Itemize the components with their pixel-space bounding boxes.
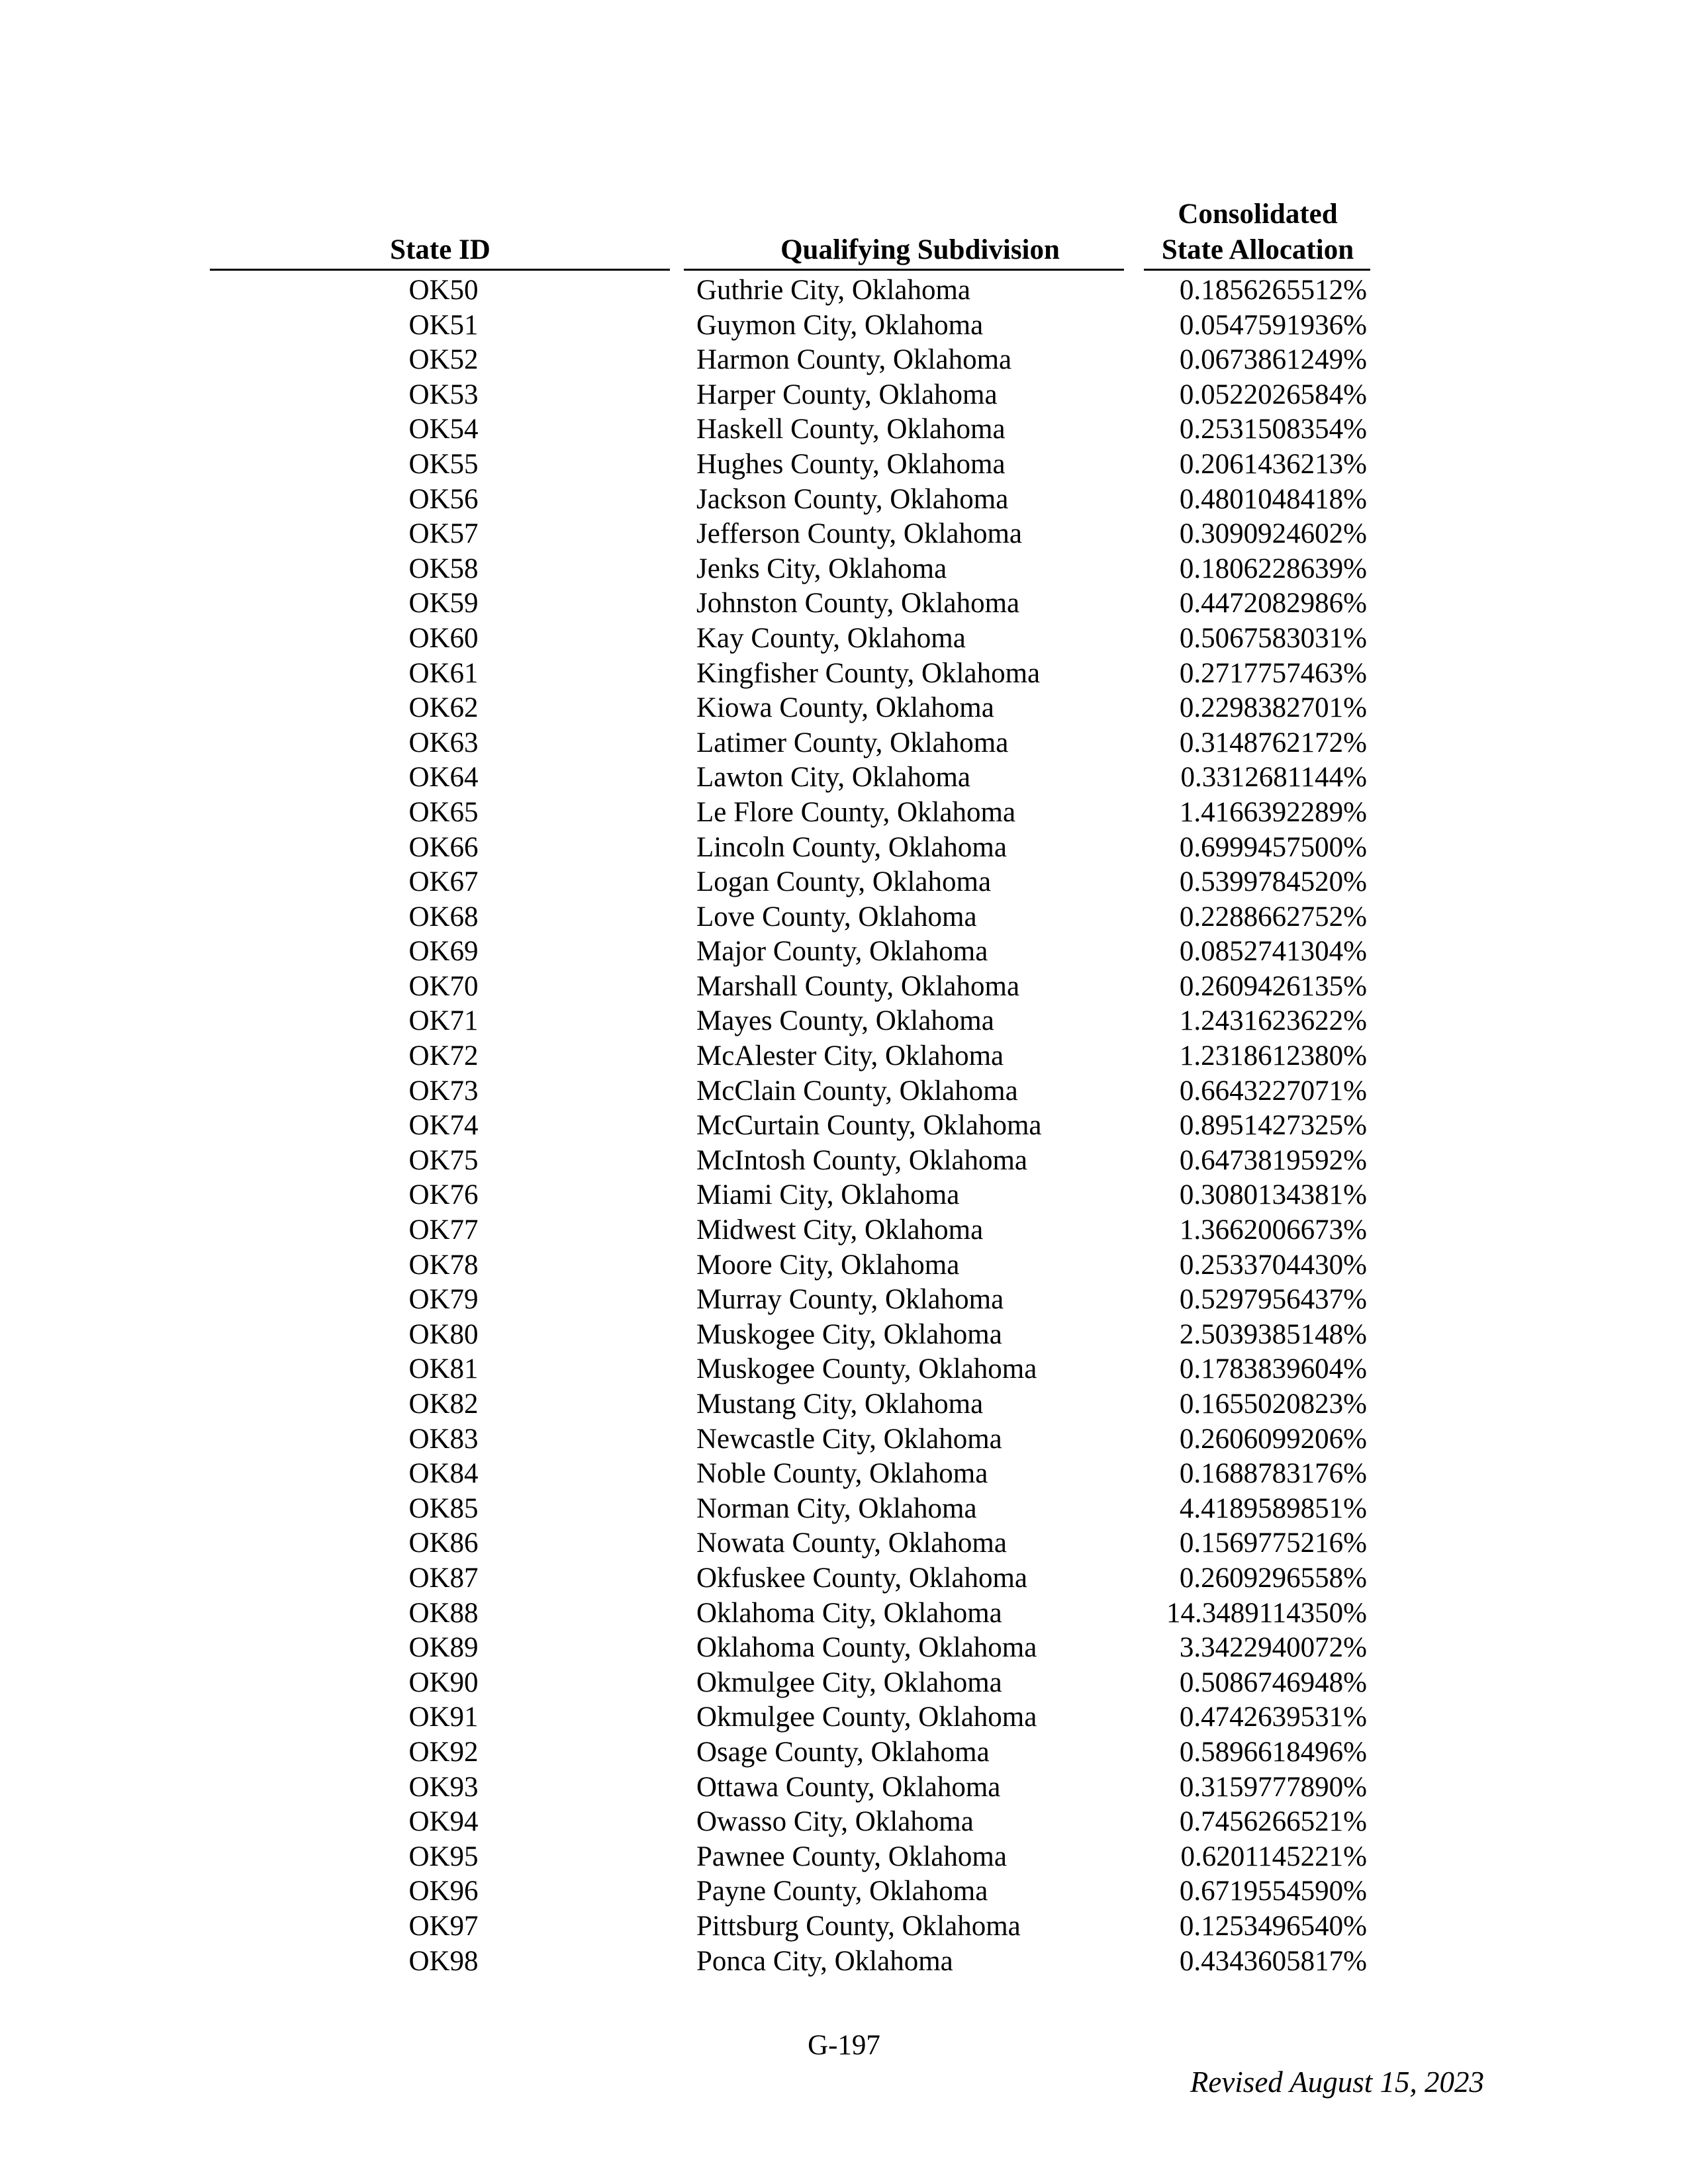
state-id-cell: OK76 <box>408 1179 479 1211</box>
state-id-cell: OK83 <box>408 1423 479 1455</box>
subdivision-cell: Mustang City, Oklahoma <box>696 1388 984 1420</box>
subdivision-cell: McAlester City, Oklahoma <box>696 1040 1004 1072</box>
allocation-cell: 2.5039385148% <box>1179 1318 1367 1350</box>
state-id-cell: OK73 <box>408 1075 479 1107</box>
allocation-cell: 0.4472082986% <box>1179 588 1367 619</box>
allocation-cell: 0.0547591936% <box>1179 309 1367 341</box>
table-row <box>0 657 1688 692</box>
state-id-cell: OK60 <box>408 622 479 654</box>
table-row <box>0 1178 1688 1213</box>
state-id-cell: OK53 <box>408 379 479 410</box>
table-row <box>0 1666 1688 1701</box>
allocation-cell: 0.3148762172% <box>1179 727 1367 758</box>
state-id-cell: OK62 <box>408 692 479 724</box>
subdivision-cell: Payne County, Oklahoma <box>696 1876 988 1907</box>
table-row <box>0 552 1688 587</box>
table-row <box>0 1561 1688 1596</box>
subdivision-cell: Latimer County, Oklahoma <box>696 727 1009 758</box>
subdivision-cell: McIntosh County, Oklahoma <box>696 1144 1028 1176</box>
table-row <box>0 343 1688 378</box>
table-row <box>0 1874 1688 1909</box>
subdivision-cell: Guymon City, Oklahoma <box>696 309 984 341</box>
subdivision-cell: Mayes County, Oklahoma <box>696 1005 994 1037</box>
allocation-cell: 0.2288662752% <box>1179 901 1367 933</box>
state-id-cell: OK80 <box>408 1318 479 1350</box>
allocation-cell: 0.7456266521% <box>1179 1806 1367 1838</box>
table-row <box>0 1318 1688 1353</box>
allocation-cell: 0.5896618496% <box>1179 1736 1367 1768</box>
state-id-cell: OK85 <box>408 1492 479 1524</box>
allocation-cell: 0.0522026584% <box>1179 379 1367 410</box>
state-id-cell: OK68 <box>408 901 479 933</box>
allocation-cell: 0.2061436213% <box>1179 448 1367 480</box>
subdivision-cell: Kiowa County, Oklahoma <box>696 692 994 724</box>
state-id-cell: OK51 <box>408 309 479 341</box>
subdivision-cell: Oklahoma City, Oklahoma <box>696 1597 1002 1629</box>
table-row <box>0 865 1688 900</box>
header-rule-allocation <box>1144 269 1370 271</box>
allocation-cell: 0.8951427325% <box>1179 1110 1367 1142</box>
state-id-cell: OK75 <box>408 1144 479 1176</box>
state-id-cell: OK77 <box>408 1214 479 1246</box>
subdivision-cell: Okfuskee County, Oklahoma <box>696 1562 1027 1594</box>
state-id-cell: OK69 <box>408 936 479 968</box>
allocation-cell: 0.3090924602% <box>1179 518 1367 550</box>
allocation-cell: 0.2609296558% <box>1179 1562 1367 1594</box>
state-id-cell: OK94 <box>408 1806 479 1838</box>
allocation-cell: 0.4801048418% <box>1179 483 1367 515</box>
table-row <box>0 1422 1688 1457</box>
table-row <box>0 1039 1688 1074</box>
table-row <box>0 691 1688 726</box>
table-row <box>0 1213 1688 1248</box>
state-id-cell: OK95 <box>408 1841 479 1872</box>
subdivision-cell: Lincoln County, Oklahoma <box>696 831 1007 863</box>
state-id-cell: OK52 <box>408 344 479 376</box>
page-number: G-197 <box>808 2030 880 2061</box>
table-row <box>0 726 1688 761</box>
table-row <box>0 760 1688 796</box>
table-row <box>0 586 1688 621</box>
table-row <box>0 1631 1688 1666</box>
table-row <box>0 970 1688 1005</box>
state-id-cell: OK54 <box>408 414 479 445</box>
subdivision-cell: Hughes County, Oklahoma <box>696 448 1006 480</box>
table-row <box>0 934 1688 970</box>
table-row <box>0 447 1688 482</box>
table-row <box>0 517 1688 552</box>
table-row <box>0 1700 1688 1735</box>
allocation-cell: 1.2431623622% <box>1179 1005 1367 1037</box>
table-row <box>0 1387 1688 1422</box>
table-row <box>0 378 1688 413</box>
allocation-cell: 0.1253496540% <box>1179 1910 1367 1942</box>
state-id-cell: OK74 <box>408 1110 479 1142</box>
subdivision-cell: Muskogee County, Oklahoma <box>696 1353 1037 1385</box>
state-id-cell: OK58 <box>408 553 479 584</box>
state-id-cell: OK89 <box>408 1632 479 1664</box>
table-row <box>0 1770 1688 1805</box>
state-id-cell: OK87 <box>408 1562 479 1594</box>
table-row <box>0 900 1688 935</box>
header-qualifying-subdivision: Qualifying Subdivision <box>780 234 1060 265</box>
subdivision-cell: Miami City, Oklahoma <box>696 1179 960 1211</box>
subdivision-cell: Oklahoma County, Oklahoma <box>696 1632 1037 1664</box>
allocation-cell: 1.2318612380% <box>1179 1040 1367 1072</box>
subdivision-cell: Ottawa County, Oklahoma <box>696 1771 1001 1803</box>
table-row <box>0 1840 1688 1875</box>
subdivision-cell: Okmulgee County, Oklahoma <box>696 1702 1037 1733</box>
subdivision-cell: Jefferson County, Oklahoma <box>696 518 1023 550</box>
table-row <box>0 1735 1688 1770</box>
subdivision-cell: Major County, Oklahoma <box>696 936 988 968</box>
subdivision-cell: Moore City, Oklahoma <box>696 1249 960 1281</box>
allocation-cell: 0.0673861249% <box>1179 344 1367 376</box>
table-row <box>0 1492 1688 1527</box>
allocation-cell: 0.1569775216% <box>1179 1527 1367 1559</box>
state-id-cell: OK64 <box>408 762 479 794</box>
subdivision-cell: Muskogee City, Oklahoma <box>696 1318 1002 1350</box>
allocation-cell: 0.2531508354% <box>1179 414 1367 445</box>
state-id-cell: OK67 <box>408 866 479 898</box>
table-row <box>0 1457 1688 1492</box>
state-id-cell: OK79 <box>408 1284 479 1316</box>
allocation-cell: 0.2298382701% <box>1179 692 1367 724</box>
subdivision-cell: Logan County, Oklahoma <box>696 866 992 898</box>
state-id-cell: OK98 <box>408 1945 479 1977</box>
allocation-cell: 0.3312681144% <box>1180 762 1367 794</box>
subdivision-cell: Haskell County, Oklahoma <box>696 414 1006 445</box>
subdivision-cell: Kay County, Oklahoma <box>696 622 966 654</box>
state-id-cell: OK66 <box>408 831 479 863</box>
table-row <box>0 1805 1688 1840</box>
state-id-cell: OK88 <box>408 1597 479 1629</box>
allocation-cell: 0.2606099206% <box>1179 1423 1367 1455</box>
table-row <box>0 1944 1688 1979</box>
allocation-cell: 0.4742639531% <box>1179 1702 1367 1733</box>
subdivision-cell: Jenks City, Oklahoma <box>696 553 947 584</box>
subdivision-cell: Midwest City, Oklahoma <box>696 1214 984 1246</box>
allocation-cell: 0.4343605817% <box>1179 1945 1367 1977</box>
subdivision-cell: Harper County, Oklahoma <box>696 379 998 410</box>
table-row <box>0 412 1688 447</box>
allocation-cell: 0.1655020823% <box>1179 1388 1367 1420</box>
subdivision-cell: Owasso City, Oklahoma <box>696 1806 974 1838</box>
subdivision-cell: Newcastle City, Oklahoma <box>696 1423 1002 1455</box>
header-rule-state-id <box>210 269 670 271</box>
subdivision-cell: Murray County, Oklahoma <box>696 1284 1004 1316</box>
allocation-cell: 0.5067583031% <box>1179 622 1367 654</box>
subdivision-cell: Harmon County, Oklahoma <box>696 344 1012 376</box>
subdivision-cell: Pawnee County, Oklahoma <box>696 1841 1007 1872</box>
table-row <box>0 1144 1688 1179</box>
header-rule-subdivision <box>684 269 1124 271</box>
subdivision-cell: McClain County, Oklahoma <box>696 1075 1018 1107</box>
table-row <box>0 1074 1688 1109</box>
state-id-cell: OK92 <box>408 1736 479 1768</box>
table-row <box>0 308 1688 343</box>
allocation-cell: 0.5399784520% <box>1179 866 1367 898</box>
table-row <box>0 796 1688 831</box>
allocation-cell: 0.6999457500% <box>1179 831 1367 863</box>
subdivision-cell: Guthrie City, Oklahoma <box>696 275 971 306</box>
subdivision-cell: Le Flore County, Oklahoma <box>696 796 1016 828</box>
table-row <box>0 1909 1688 1944</box>
table-row <box>0 1283 1688 1318</box>
table-row <box>0 1526 1688 1561</box>
table-row <box>0 1352 1688 1387</box>
state-id-cell: OK59 <box>408 588 479 619</box>
allocation-cell: 3.3422940072% <box>1179 1632 1367 1664</box>
table-row <box>0 1109 1688 1144</box>
state-id-cell: OK56 <box>408 483 479 515</box>
state-id-cell: OK84 <box>408 1458 479 1490</box>
subdivision-cell: Kingfisher County, Oklahoma <box>696 657 1041 689</box>
state-id-cell: OK78 <box>408 1249 479 1281</box>
allocation-cell: 0.0852741304% <box>1179 936 1367 968</box>
subdivision-cell: Nowata County, Oklahoma <box>696 1527 1007 1559</box>
header-allocation-line1: Consolidated <box>1178 199 1338 230</box>
allocation-cell: 0.1856265512% <box>1179 275 1367 306</box>
state-id-cell: OK65 <box>408 796 479 828</box>
subdivision-cell: Lawton City, Oklahoma <box>696 762 971 794</box>
allocation-cell: 1.4166392289% <box>1179 796 1367 828</box>
allocation-cell: 0.1806228639% <box>1179 553 1367 584</box>
state-id-cell: OK81 <box>408 1353 479 1385</box>
allocation-cell: 0.6719554590% <box>1179 1876 1367 1907</box>
table-row <box>0 1596 1688 1631</box>
allocation-cell: 0.1783839604% <box>1179 1353 1367 1385</box>
state-id-cell: OK86 <box>408 1527 479 1559</box>
allocation-cell: 0.5086746948% <box>1179 1666 1367 1698</box>
subdivision-cell: Jackson County, Oklahoma <box>696 483 1009 515</box>
state-id-cell: OK71 <box>408 1005 479 1037</box>
state-id-cell: OK90 <box>408 1666 479 1698</box>
table-row <box>0 273 1688 308</box>
header-allocation-line2: State Allocation <box>1161 234 1354 265</box>
state-id-cell: OK82 <box>408 1388 479 1420</box>
allocation-cell: 0.2717757463% <box>1179 657 1367 689</box>
allocation-cell: 1.3662006673% <box>1179 1214 1367 1246</box>
subdivision-cell: Osage County, Oklahoma <box>696 1736 990 1768</box>
allocation-cell: 0.6643227071% <box>1179 1075 1367 1107</box>
subdivision-cell: Pittsburg County, Oklahoma <box>696 1910 1021 1942</box>
subdivision-cell: Ponca City, Oklahoma <box>696 1945 953 1977</box>
state-id-cell: OK91 <box>408 1702 479 1733</box>
table-row <box>0 1004 1688 1039</box>
subdivision-cell: McCurtain County, Oklahoma <box>696 1110 1042 1142</box>
state-id-cell: OK63 <box>408 727 479 758</box>
subdivision-cell: Noble County, Oklahoma <box>696 1458 988 1490</box>
allocation-cell: 0.1688783176% <box>1179 1458 1367 1490</box>
state-id-cell: OK72 <box>408 1040 479 1072</box>
allocation-cell: 0.2533704430% <box>1179 1249 1367 1281</box>
state-id-cell: OK50 <box>408 275 479 306</box>
allocation-cell: 0.6201145221% <box>1180 1841 1367 1872</box>
subdivision-cell: Love County, Oklahoma <box>696 901 977 933</box>
state-id-cell: OK61 <box>408 657 479 689</box>
allocation-cell: 0.5297956437% <box>1179 1284 1367 1316</box>
table-body <box>0 273 1688 1979</box>
allocation-cell: 0.2609426135% <box>1179 970 1367 1002</box>
table-row <box>0 1248 1688 1283</box>
table-row <box>0 482 1688 518</box>
subdivision-cell: Johnston County, Oklahoma <box>696 588 1020 619</box>
subdivision-cell: Marshall County, Oklahoma <box>696 970 1020 1002</box>
state-id-cell: OK57 <box>408 518 479 550</box>
allocation-cell: 0.3080134381% <box>1179 1179 1367 1211</box>
state-id-cell: OK70 <box>408 970 479 1002</box>
subdivision-cell: Norman City, Oklahoma <box>696 1492 977 1524</box>
state-id-cell: OK93 <box>408 1771 479 1803</box>
header-state-id: State ID <box>390 234 491 265</box>
table-row <box>0 621 1688 657</box>
table-row <box>0 831 1688 866</box>
state-id-cell: OK97 <box>408 1910 479 1942</box>
state-id-cell: OK96 <box>408 1876 479 1907</box>
allocation-cell: 14.3489114350% <box>1166 1597 1367 1629</box>
state-id-cell: OK55 <box>408 448 479 480</box>
allocation-cell: 4.4189589851% <box>1179 1492 1367 1524</box>
subdivision-cell: Okmulgee City, Oklahoma <box>696 1666 1002 1698</box>
revised-date: Revised August 15, 2023 <box>1190 2066 1484 2099</box>
allocation-cell: 0.3159777890% <box>1179 1771 1367 1803</box>
allocation-cell: 0.6473819592% <box>1179 1144 1367 1176</box>
